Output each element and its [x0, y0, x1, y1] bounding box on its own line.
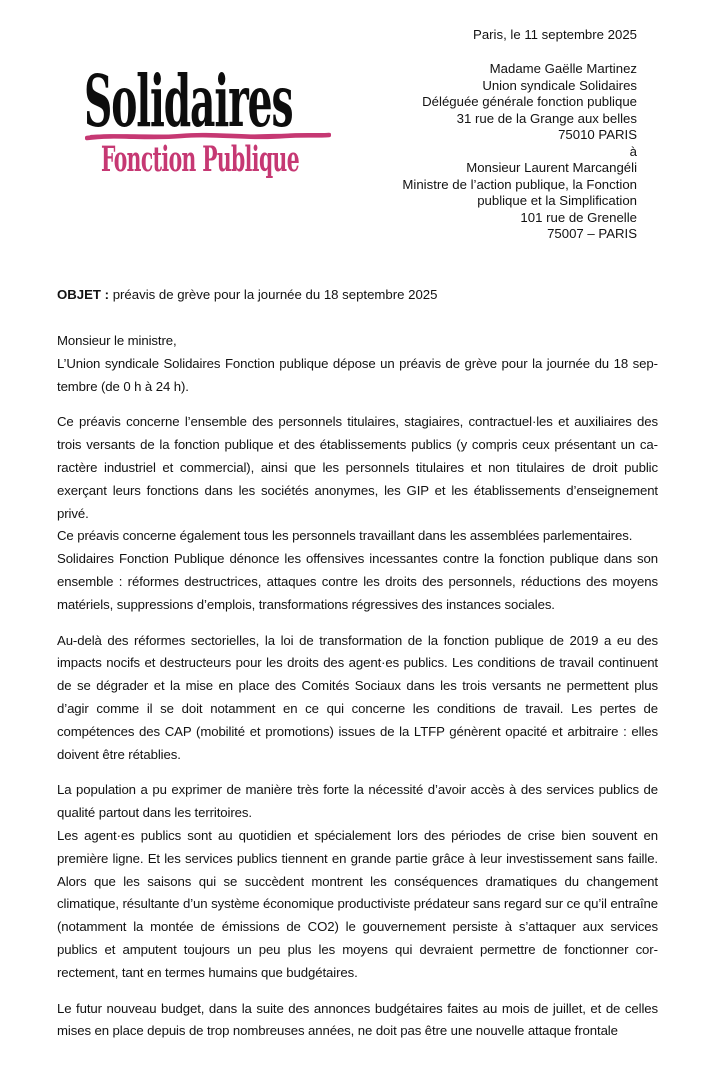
address-line: 75010 PARIS — [558, 127, 637, 142]
address-line: Union syndicale Solidaires — [482, 77, 637, 93]
address-line: 101 rue de Grenelle — [520, 209, 637, 225]
address-line: à — [629, 143, 637, 159]
paragraph: Ce préavis concerne également tous les personnels travaillant dans les assemblées parlementaires. — [57, 528, 633, 544]
address-line: 75007 – PARIS — [547, 226, 637, 241]
salutation: Monsieur le ministre, — [57, 333, 177, 348]
logo-subtitle: Fonction Publique — [101, 139, 300, 180]
paragraph: Le futur nouveau budget, dans la suite des annonces budgétaires faites au mois de juillet, et de celles mises en place depuis de trop nombreuses années, ne doit pas être une nouvelle attaque frontale — [57, 1000, 658, 1039]
subject-line — [57, 286, 658, 303]
address-line: Déléguée générale fonction publique — [422, 94, 637, 109]
paragraph: Les agent·es publics sont au quotidien et spécialement lors des périodes de crise bien souvent en première ligne. Et les services publics tiennent en grande partie grâce à leur investissement sans faille. Alors que les saisons qui se succèdent montrent les conséquences dramatiques du changement climatique, résultante d’un système économique productiviste prédateur sans regard sur ce qu’il entraîne (notamment la montée de émissions de CO2) le gouvernement persiste à s’attaquer aux services publics et amputent toujours un peu plus les moyens qui devraient permettre de fonctionner correctement, tant en termes humains que budgétaires. — [57, 827, 658, 980]
paragraph: Ce préavis concerne l’ensemble des personnels titulaires, stagiaires, contractuel·les et auxiliaires des trois versants de la fonction publique et des établissements publics (y compris ceux présentant un caractère industriel et commercial), ainsi que les personnels titulaires et non titulaires de droit public exerçant leurs fonctions dans les sociétés anonymes, les GIP et les établissements d’enseignement privé. — [57, 414, 658, 521]
recipient-address — [402, 61, 637, 243]
address-line: 31 rue de la Grange aux belles — [456, 110, 637, 126]
logo-wordmark: Solidaires — [84, 58, 293, 144]
dateline: Paris, le 11 septembre 2025 — [473, 27, 637, 42]
subject-text: préavis de grève pour la journée du 18 septembre 2025 — [112, 287, 438, 302]
paragraph: Au-delà des réformes sectorielles, la loi de transformation de la fonction publique de 2019 a eu des impacts nocifs et destructeurs pour les droits des agent·es publics. Les conditions de travail continuent de se dégrader et la mise en place des Comités Sociaux dans les trois versants ne permettent plus d’agir comme il se doit notamment en ce qui concerne les conditions de travail. Les pertes de compétences des CAP (mobilité et promotions) issues de la LTFP génèrent opacité et arbitraire : elles doivent être rétablies. — [57, 632, 658, 762]
address-line: Ministre de l’action publique, la Fonction — [402, 176, 637, 192]
paragraph: Solidaires Fonction Publique dénonce les offensives incessantes contre la fonction publique dans son ensemble : réformes destructrices, attaques contre les droits des personnels, réductions des moyens matériels, suppressions d’emplois, transformations régressives des instances sociales. — [57, 551, 658, 612]
address-line: Madame Gaëlle Martinez — [489, 61, 637, 76]
address-line: publique et la Simplification — [477, 193, 637, 208]
subject-label: OBJET : — [57, 287, 110, 302]
letter-body — [57, 330, 658, 1043]
paragraph: La population a pu exprimer de manière très forte la nécessité d’avoir accès à des services publics de qualité partout dans les territoires. — [57, 782, 658, 821]
paragraph: L’Union syndicale Solidaires Fonction publique dépose un préavis de grève pour la journée du 18 septembre (de 0 h à 24 h). — [57, 355, 658, 394]
logo — [0, 0, 360, 200]
address-line: Monsieur Laurent Marcangéli — [466, 160, 637, 175]
